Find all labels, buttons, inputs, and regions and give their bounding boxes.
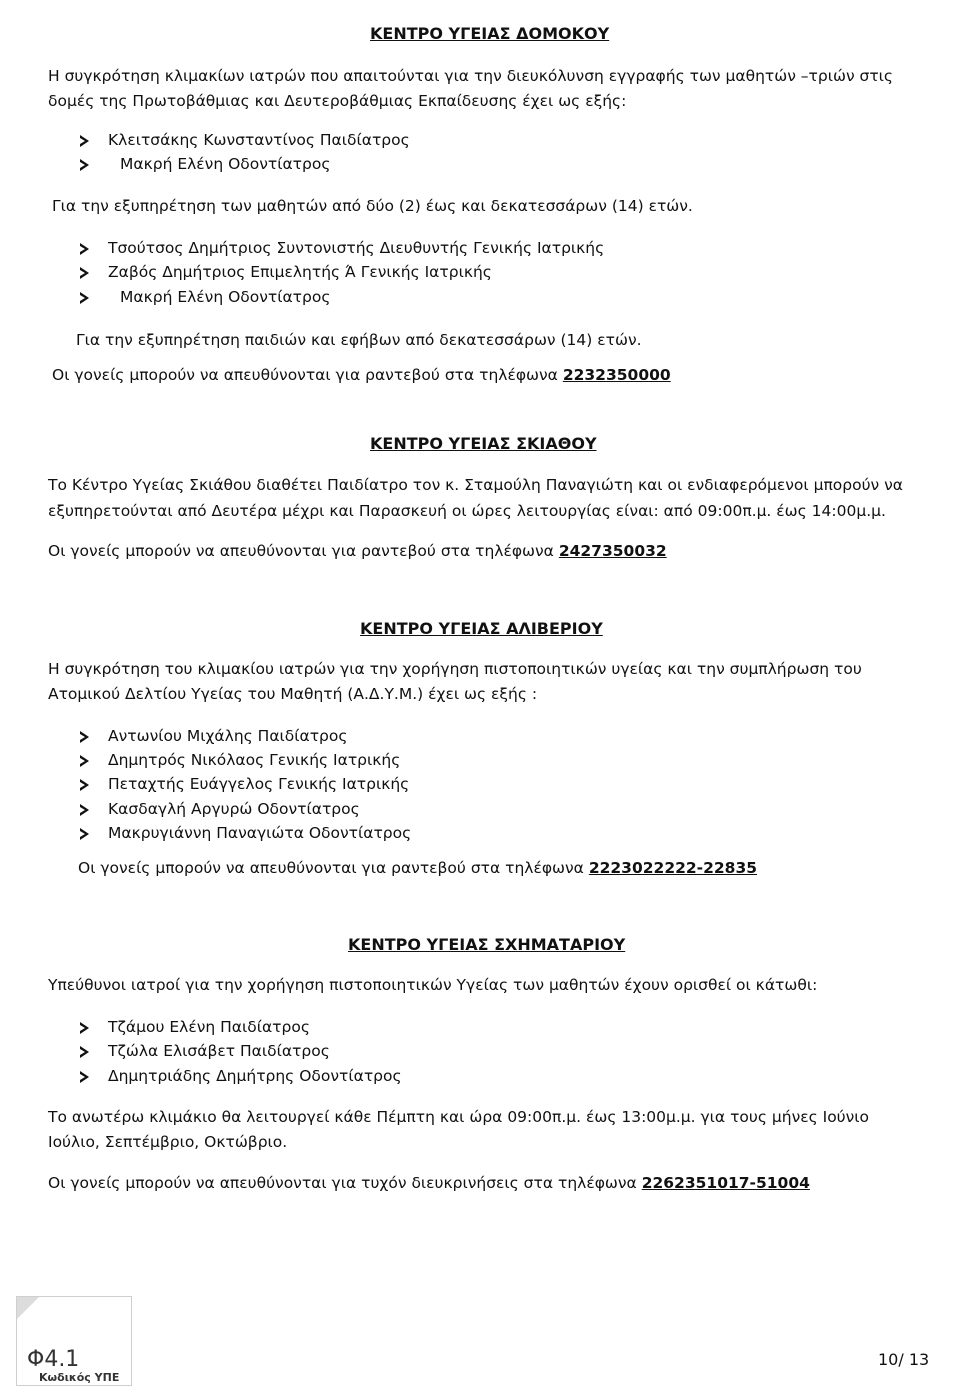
section-heading-skiathos: ΚΕΝΤΡΟ ΥΓΕΙΑΣ ΣΚΙΑΘΟΥ [370, 434, 597, 453]
form-code-label: Κωδικός ΥΠΕ [39, 1371, 120, 1384]
contact-line [48, 542, 667, 560]
contact-text: Οι γονείς μπορούν να απευθύνονται για τυχόν διευκρινήσεις στα τηλέφωνα [48, 1174, 642, 1192]
note-text: Για την εξυπηρέτηση παιδιών και εφήβων από δεκατεσσάρων (14) ετών. [76, 331, 642, 349]
contact-text: Οι γονείς μπορούν να απευθύνονται για ραντεβού στα τηλέφωνα [48, 542, 559, 560]
list-item: Τζώλα Ελισάβετ Παιδίατρος [108, 1042, 330, 1060]
contact-line [48, 1174, 810, 1192]
contact-line [52, 366, 671, 384]
phone-number: 2427350032 [558, 542, 667, 560]
arrow-bullet-icon [80, 779, 89, 791]
contact-text: Οι γονείς μπορούν να απευθύνονται για ραντεβού στα τηλέφωνα [52, 366, 563, 384]
list-item: Μακρή Ελένη Οδοντίατρος [120, 155, 331, 173]
schedule-text: Το ανωτέρω κλιμάκιο θα λειτουργεί κάθε Πέμπτη και ώρα 09:00π.μ. έως 13:00μ.μ. για τους μήνες Ιούνιο [48, 1108, 870, 1126]
intro-text: δομές της Πρωτοβάθμιας και Δευτεροβάθμιας Εκπαίδευσης έχει ως εξής: [48, 92, 627, 110]
schedule-text: Ιούλιο, Σεπτέμβριο, Οκτώβριο. [48, 1133, 288, 1151]
arrow-bullet-icon [80, 731, 89, 743]
arrow-bullet-icon [80, 292, 89, 304]
list-item: Δημητριάδης Δημήτρης Οδοντίατρος [108, 1067, 402, 1085]
form-code: Φ4.1 [27, 1347, 80, 1372]
arrow-bullet-icon [80, 804, 89, 816]
intro-text: Η συγκρότηση του κλιμακίου ιατρών για την χορήγηση πιστοποιητικών υγείας και την συμπλήρωση του [48, 660, 862, 678]
intro-text: Η συγκρότηση κλιμακίων ιατρών που απαιτούνται για την διευκόλυνση εγγραφής των μαθητών –τριών στις [48, 67, 894, 85]
body-text: εξυπηρετούνται από Δευτέρα μέχρι και Παρασκευή οι ώρες λειτουργίας είναι: από 09:00π.μ. έως 14:00μ.μ. [48, 502, 886, 520]
phone-number: 2262351017-51004 [641, 1174, 810, 1192]
list-item: Κασδαγλή Αργυρώ Οδοντίατρος [108, 800, 360, 818]
list-item: Αντωνίου Μιχάλης Παιδίατρος [108, 727, 348, 745]
intro-text: Ατομικού Δελτίου Υγείας του Μαθητή (Α.Δ.Υ.Μ.) έχει ως εξής : [48, 685, 538, 703]
list-item: Μακρυγιάννη Παναγιώτα Οδοντίατρος [108, 824, 412, 842]
arrow-bullet-icon [80, 1022, 89, 1034]
contact-text: Οι γονείς μπορούν να απευθύνονται για ραντεβού στα τηλέφωνα [78, 859, 589, 877]
phone-number: 2232350000 [562, 366, 671, 384]
list-item: Τζάμου Ελένη Παιδίατρος [108, 1018, 310, 1036]
contact-line [78, 859, 757, 877]
arrow-bullet-icon [80, 267, 89, 279]
section-heading-domokos: ΚΕΝΤΡΟ ΥΓΕΙΑΣ ΔΟΜΟΚΟΥ [370, 24, 610, 43]
arrow-bullet-icon [80, 159, 89, 171]
list-item: Τσούτσος Δημήτριος Συντονιστής Διευθυντής Γενικής Ιατρικής [108, 239, 605, 257]
section-heading-schimatari: ΚΕΝΤΡΟ ΥΓΕΙΑΣ ΣΧΗΜΑΤΑΡΙΟΥ [348, 935, 626, 954]
note-text: Για την εξυπηρέτηση των μαθητών από δύο (2) έως και δεκατεσσάρων (14) ετών. [52, 197, 693, 215]
arrow-bullet-icon [80, 243, 89, 255]
list-item: Κλειτσάκης Κωνσταντίνος Παιδίατρος [108, 131, 410, 149]
arrow-bullet-icon [80, 828, 89, 840]
list-item: Δημητρός Νικόλαος Γενικής Ιατρικής [108, 751, 401, 769]
page-corner-icon [17, 1297, 39, 1319]
arrow-bullet-icon [80, 1046, 89, 1058]
page-number: 10/ 13 [878, 1350, 930, 1369]
intro-text: Υπεύθυνοι ιατροί για την χορήγηση πιστοποιητικών Υγείας των μαθητών έχουν ορισθεί οι κάτωθι: [48, 976, 818, 994]
list-item: Ζαβός Δημήτριος Επιμελητής Ά Γενικής Ιατρικής [108, 263, 492, 281]
section-heading-aliveri: ΚΕΝΤΡΟ ΥΓΕΙΑΣ ΑΛΙΒΕΡΙΟΥ [360, 619, 603, 638]
body-text: Το Κέντρο Υγείας Σκιάθου διαθέτει Παιδίατρο τον κ. Σταμούλη Παναγιώτη και οι ενδιαφερόμενοι μπορούν να [48, 476, 904, 494]
arrow-bullet-icon [80, 755, 89, 767]
arrow-bullet-icon [80, 1071, 89, 1083]
list-item: Μακρή Ελένη Οδοντίατρος [120, 288, 331, 306]
phone-number: 2223022222-22835 [588, 859, 758, 877]
arrow-bullet-icon [80, 135, 89, 147]
form-code-box [16, 1296, 132, 1386]
list-item: Πεταχτής Ευάγγελος Γενικής Ιατρικής [108, 775, 410, 793]
